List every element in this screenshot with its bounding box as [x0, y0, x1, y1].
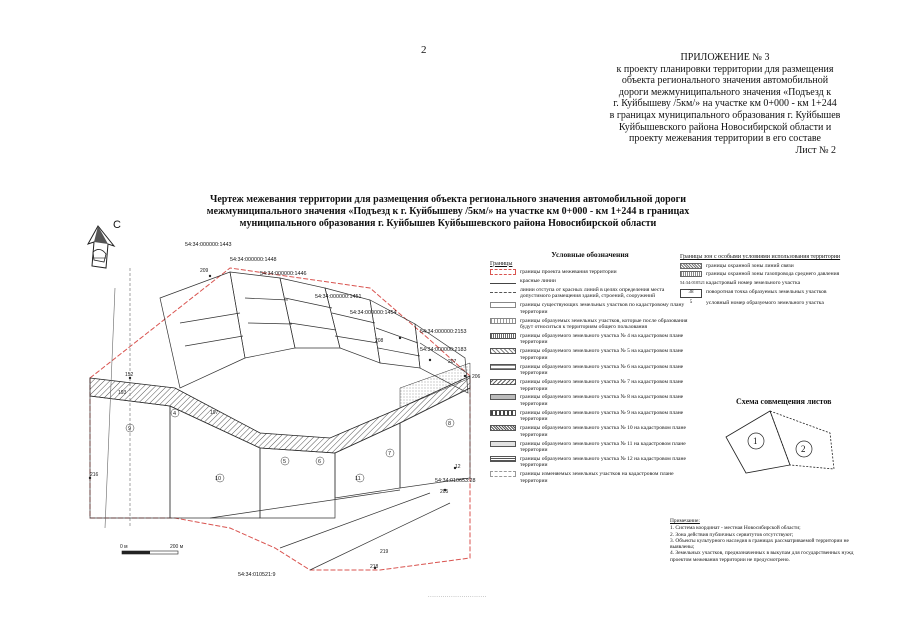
- legend-text: границы образуемого земельного участка № 12 на кадастровом плане территории: [520, 455, 686, 469]
- legend-item: [490, 410, 690, 423]
- point-label: 218: [370, 564, 379, 570]
- parcel-number: 9: [128, 426, 132, 432]
- legend-text: границы существующих земельных участков по кадастровому плану территории: [520, 302, 685, 315]
- legend: [490, 252, 690, 487]
- appendix-line: объекта регионального значения автомобильной: [621, 75, 829, 87]
- point-label: 208: [375, 338, 384, 344]
- scale-label-mid: 200 м: [170, 544, 184, 550]
- drawing-title-line: межмуниципального значения «Подъезд к г. Куйбышеву /5км/» на участке км 0+000 - км 1+244 в границах: [206, 205, 690, 217]
- legend-text: условный номер образуемого земельного участка: [706, 299, 824, 306]
- page-number: 2: [421, 44, 427, 56]
- point-label: 209: [200, 268, 209, 274]
- parcel-number: 11: [355, 476, 361, 482]
- legend-item: [680, 300, 860, 307]
- legend-item: [490, 302, 690, 315]
- legend-symbol: [490, 441, 516, 447]
- appendix-line: дороги межмуниципального значения «Подъезд к: [618, 86, 832, 98]
- cadastral-label: 54:34:000000:1454: [350, 310, 397, 316]
- cadastral-label: 54:34:000000:1451: [315, 294, 362, 300]
- legend-symbol: [490, 394, 516, 400]
- legend-symbol-text: 38: [680, 289, 702, 298]
- note-item: 3. Объекты культурного наследия в границах рассматриваемой территории не выявлены;: [670, 537, 849, 551]
- legend-text: границы образуемого земельного участка № 9 на кадастровом плане территории: [520, 409, 684, 423]
- drawing-title: [178, 194, 718, 229]
- north-label: С: [113, 219, 121, 231]
- drawing-title-line: Чертеж межевания территории для размещения объекта регионального значения автомобильной дороги: [210, 194, 686, 205]
- appendix-header: [600, 52, 850, 156]
- legend-item: [490, 364, 690, 377]
- scheme-title: Схема совмещения листов: [736, 397, 832, 406]
- legend-zones: [680, 254, 860, 309]
- point-label: 152: [125, 372, 134, 378]
- legend-item: [680, 263, 860, 270]
- point-label: 197: [210, 410, 219, 416]
- point-label: 206: [472, 374, 481, 380]
- legend-text: поворотная точка образуемых земельных участков: [706, 288, 827, 295]
- legend-text: границы проекта межевания территории: [520, 269, 617, 276]
- legend-item: [490, 333, 690, 346]
- appendix-line: в границах муниципального образования г. Куйбышев: [609, 109, 841, 121]
- notes: [670, 518, 870, 563]
- legend-symbol: [490, 287, 516, 293]
- point-label: 205: [440, 489, 449, 495]
- point-label: 216: [90, 472, 99, 478]
- parcel-number: 10: [215, 476, 222, 482]
- legend-text: границы охранной зоны линий связи: [706, 262, 794, 269]
- legend-symbol: [490, 302, 516, 308]
- legend-symbol: [490, 278, 516, 284]
- appendix-line: г. Куйбышеву /5км/» на участке км 0+000 - км 1+244: [613, 98, 837, 110]
- legend-item: [490, 318, 690, 331]
- note-item: 2. Зона действия публичных сервитутов отсутствуют;: [670, 531, 794, 538]
- legend-symbol: [490, 269, 516, 275]
- scheme-sheet-1: 1: [753, 436, 758, 446]
- legend-item: [490, 425, 690, 438]
- footer-dots: ............................: [428, 593, 487, 599]
- legend-item: [680, 280, 860, 287]
- parcel-number: 8: [448, 421, 452, 427]
- drawing-title-line: муниципального образования г. Куйбышев Куйбышевского района Новосибирской области: [239, 217, 657, 229]
- appendix-line: проекту межевания территории в его составе: [629, 133, 821, 145]
- legend-symbol: [490, 318, 516, 324]
- scheme-sheet-2: 2: [801, 444, 806, 454]
- legend-item: [490, 441, 690, 454]
- legend-symbol: [680, 263, 702, 269]
- legend-symbol: [490, 348, 516, 354]
- parcel-number: 6: [318, 459, 322, 465]
- survey-map: [70, 228, 490, 580]
- point-label: 12: [455, 464, 461, 470]
- parcel-1448: [230, 272, 295, 358]
- legend-symbol: [680, 271, 702, 277]
- parcel-number: 7: [388, 451, 392, 457]
- legend-item: [680, 289, 860, 298]
- legend-text: границы образуемого земельного участка № 5 на кадастровом плане территории: [520, 348, 684, 361]
- scale-bar: [120, 544, 184, 554]
- legend-symbol: [490, 410, 516, 416]
- legend-zones-subtitle: Границы зон с особыми условиями использования территории: [680, 254, 841, 260]
- legend-subtitle: Границы: [490, 260, 513, 267]
- legend-item: [490, 269, 690, 276]
- legend-text: линии отступа от красных линий в целях определения места допустимого размещения зданий, строений, сооружений: [520, 286, 665, 300]
- point-label: 219: [380, 549, 389, 555]
- legend-item: [490, 456, 690, 469]
- note-item: 4. Земельных участков, предназначенных в выкупам для государственных нужд проектом межевания территории не предусмотрено.: [670, 550, 854, 563]
- legend-text: границы образуемого земельного участка № 8 на кадастровом плане территории: [520, 394, 684, 407]
- appendix-line: к проекту планировки территории для размещения: [616, 63, 834, 75]
- cadastral-label: 54:34:000000:1448: [230, 257, 277, 263]
- appendix-line: ПРИЛОЖЕНИЕ № 3: [680, 52, 770, 63]
- legend-symbol: [490, 456, 516, 462]
- legend-symbol: [490, 471, 516, 477]
- legend-symbol: [490, 379, 516, 385]
- legend-symbol: [490, 425, 516, 431]
- legend-text: границы образуемого земельного участка № 6 на кадастровом плане территории: [520, 363, 684, 377]
- legend-text: красные линии: [520, 277, 556, 284]
- legend-text: границы образуемого земельного участка № 7 на кадастровом плане территории: [520, 379, 684, 392]
- legend-text: границы образуемого земельного участка № 4 на кадастровом плане территории: [520, 332, 684, 346]
- legend-symbol-text: 5: [689, 299, 693, 305]
- parcel-number: 5: [283, 459, 287, 465]
- legend-item: [490, 348, 690, 361]
- legend-text: границы охранной зоны газопровода среднего давления: [706, 271, 840, 278]
- cadastral-label: 54:34:000000:2183: [420, 347, 467, 353]
- legend-item: [490, 278, 690, 285]
- point-label: 193: [118, 390, 127, 396]
- legend-symbol-text: 54:34:010521: [680, 280, 706, 286]
- legend-symbol: [490, 364, 516, 370]
- legend-text: кадастровый номер земельного участка: [706, 280, 801, 287]
- scale-label-start: 0 м: [120, 544, 128, 550]
- legend-item: [490, 379, 690, 392]
- legend-text: границы образуемого земельного участка № 10 на кадастровом плане территории: [520, 425, 686, 438]
- scheme-diagram: [722, 407, 842, 477]
- cadastral-label: 54:34:010653:28: [435, 478, 476, 484]
- legend-text: границы образуемого земельного участка № 11 на кадастровом плане территории: [520, 440, 686, 454]
- cadastral-label: 54:34:000000:2153: [420, 329, 467, 335]
- notes-title: Примечание:: [670, 518, 700, 524]
- cadastral-label: 54:34:010521:9: [238, 572, 276, 578]
- parcel-number: 4: [173, 411, 177, 417]
- cadastral-label: 54:34:000000:1443: [185, 242, 232, 248]
- note-item: 1. Система координат - местная Новосибирской области;: [670, 525, 801, 532]
- point-label: 207: [448, 359, 457, 365]
- legend-text: границы образуемых земельных участков, которые после образования будут относиться к территориям общего пользования: [520, 317, 688, 331]
- legend-item: [490, 394, 690, 407]
- sheet-number: Лист № 2: [795, 144, 836, 156]
- cadastral-label: 54:34:000000:1446: [260, 271, 307, 277]
- legend-title: Условные обозначения: [551, 250, 629, 259]
- legend-item: [490, 287, 690, 300]
- legend-text: границы изменяемых земельных участков на кадастровом плане территории: [520, 471, 674, 484]
- legend-item: [680, 271, 860, 278]
- appendix-line: Куйбышевского района Новосибирской области и: [618, 121, 832, 133]
- legend-symbol: [490, 333, 516, 339]
- legend-item: [490, 471, 690, 484]
